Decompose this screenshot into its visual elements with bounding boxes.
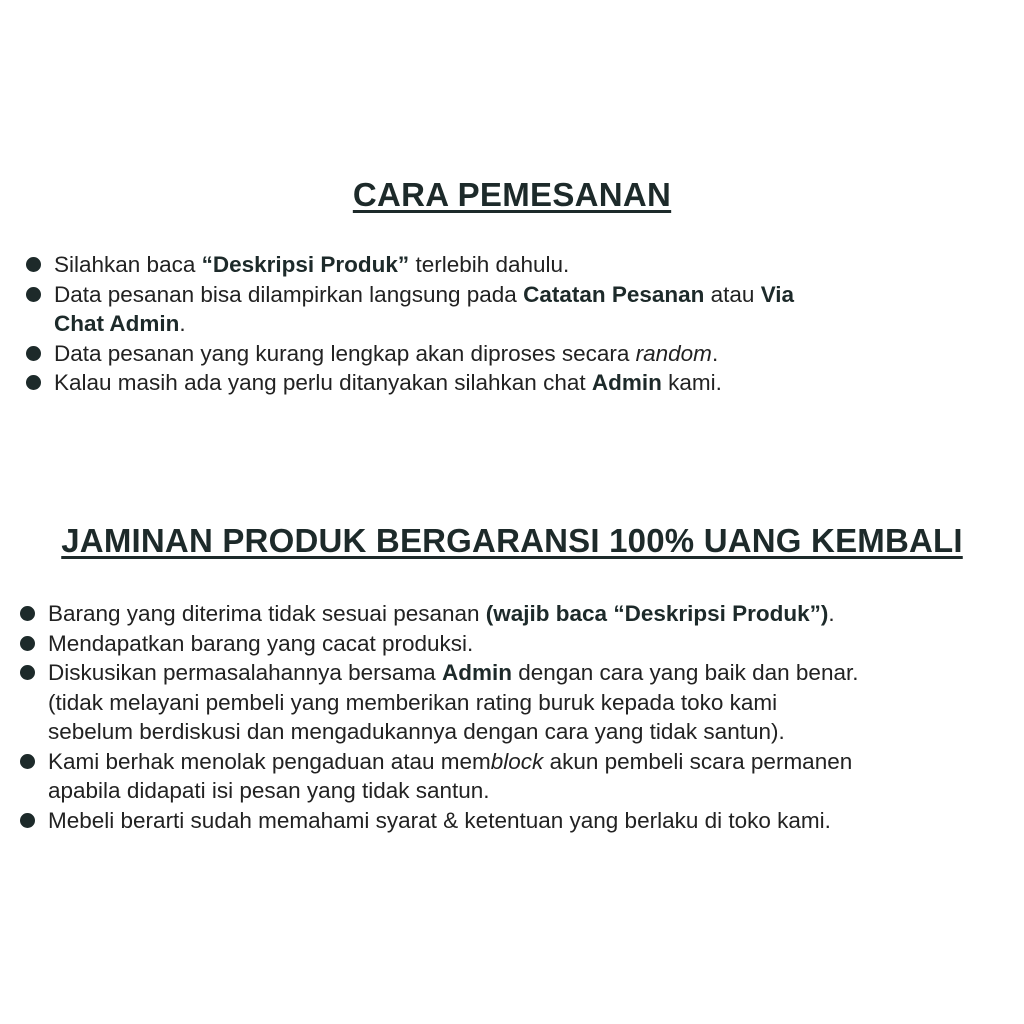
bullet-dot-icon [20,636,35,651]
bullet-dot-icon [20,754,35,769]
guarantee-list [18,599,1018,835]
list-item-text-continued: sebelum berdiskusi dan mengadukannya dengan cara yang tidak santun). [48,719,785,744]
list-item-text-continued: apabila didapati isi pesan yang tidak santun. [48,778,490,803]
list-item-text-continued: Chat Admin. [54,311,186,336]
list-item-text: Silahkan baca “Deskripsi Produk” terlebih dahulu. [54,252,570,277]
ordering-guide-title: CARA PEMESANAN [352,176,672,213]
list-item-text: Mendapatkan barang yang cacat produksi. [48,630,474,656]
bullet-dot-icon [26,375,41,390]
list-item-text-continued: (tidak melayani pembeli yang memberikan rating buruk kepada toko kami [48,689,778,715]
list-item-text: Data pesanan yang kurang lengkap akan diproses secara random. [54,340,719,366]
list-item [18,747,1018,806]
list-item-text: Kalau masih ada yang perlu ditanyakan silahkan chat Admin kami. [54,370,722,395]
list-item-text: Barang yang diterima tidak sesuai pesanan (wajib baca “Deskripsi Produk”). [48,601,835,626]
bullet-dot-icon [20,606,35,621]
bullet-dot-icon [26,287,41,302]
list-item [18,806,1018,836]
guarantee-title: JAMINAN PRODUK BERGARANSI 100% UANG KEMBALI [61,522,963,559]
list-item [18,658,1018,747]
bullet-dot-icon [20,813,35,828]
ordering-guide-list [24,250,984,398]
bullet-dot-icon [26,346,41,361]
list-item-text: Kami berhak menolak pengaduan atau memblock akun pembeli scara permanen [48,748,853,774]
list-item-text: Data pesanan bisa dilampirkan langsung pada Catatan Pesanan atau Via [54,281,795,307]
list-item [18,599,1018,629]
list-item-text: Diskusikan permasalahannya bersama Admin dengan cara yang baik dan benar. [48,660,859,685]
list-item [24,250,984,280]
list-item [24,280,984,339]
list-item [18,629,1018,659]
list-item [24,368,984,398]
bullet-dot-icon [20,665,35,680]
list-item [24,339,984,369]
list-item-text: Mebeli berarti sudah memahami syarat & ketentuan yang berlaku di toko kami. [48,807,831,833]
bullet-dot-icon [26,257,41,272]
